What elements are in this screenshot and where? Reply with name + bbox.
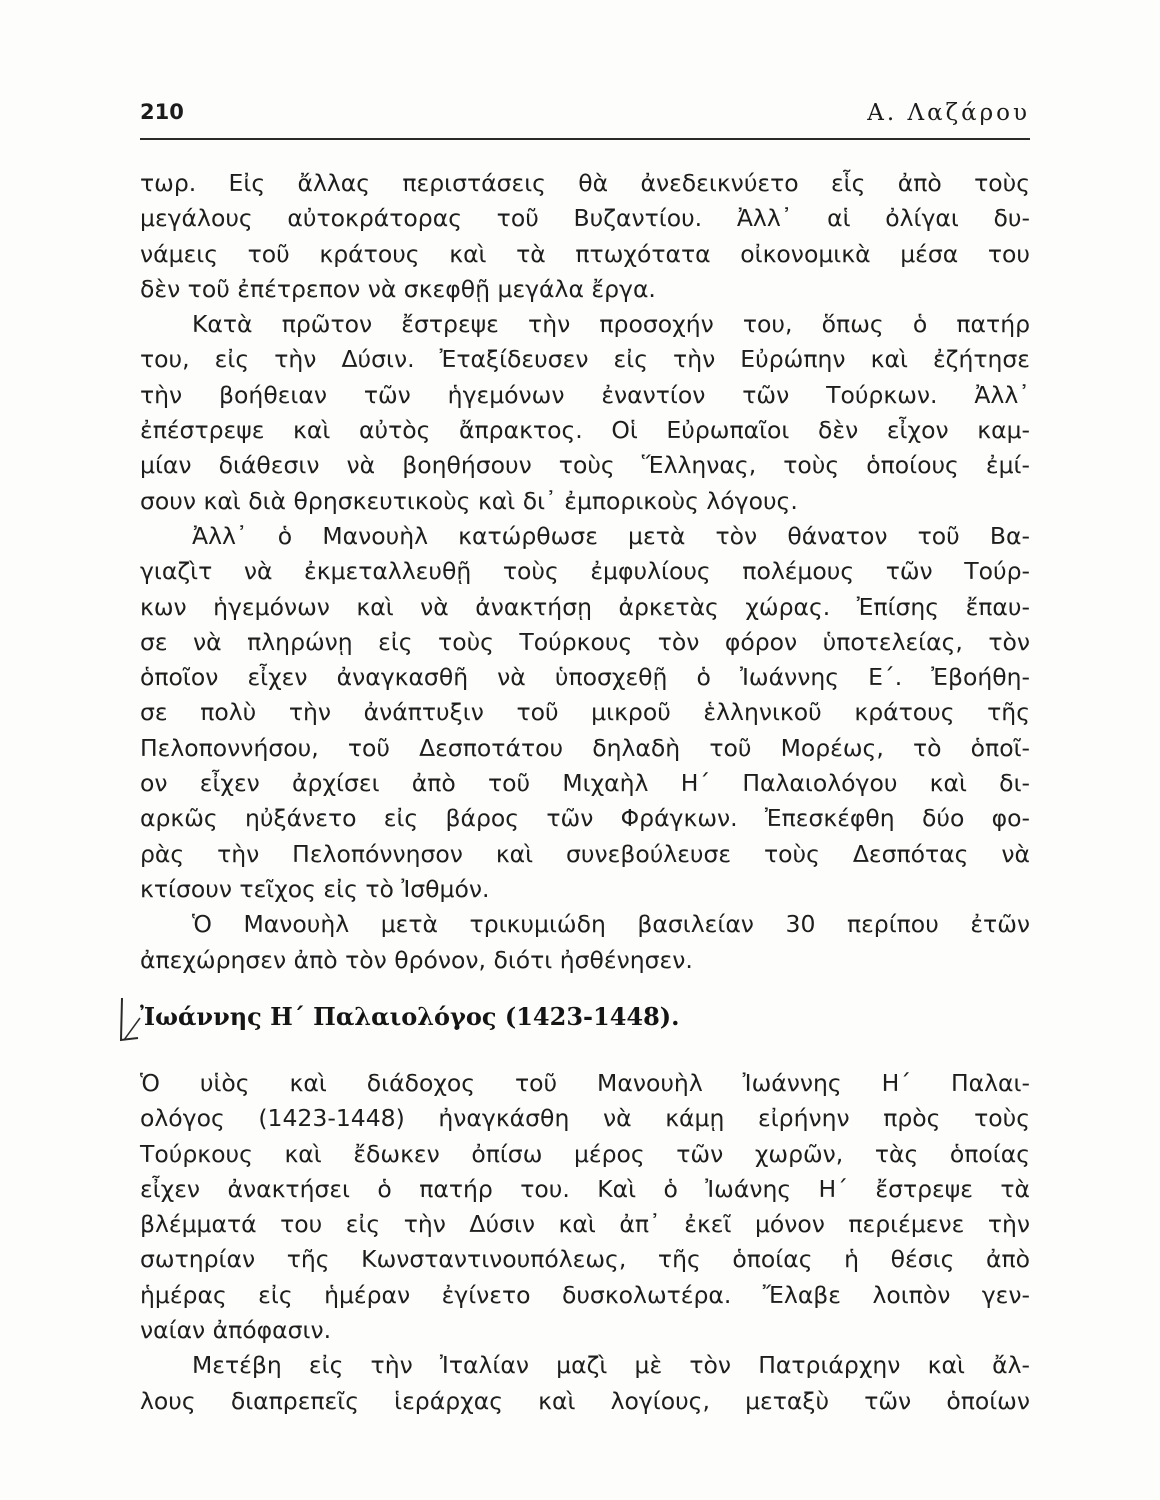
- text-line: ολόγος (1423-1448) ἠναγκάσθη νὰ κάμῃ εἰρήνην πρὸς τοὺς: [140, 1104, 1030, 1133]
- text-line: ἀπεχώρησεν ἀπὸ τὸν θρόνον, διότι ἠσθένησεν.: [140, 945, 693, 974]
- text-line: Τούρκους καὶ ἔδωκεν ὀπίσω μέρος τῶν χωρῶν, τὰς ὁποίας: [140, 1139, 1030, 1168]
- text-line: μεγάλους αὐτοκράτορας τοῦ Βυζαντίου. Ἀλλ᾽ αἱ ὀλίγαι δυ-: [140, 204, 1030, 233]
- header-rule: [140, 138, 1030, 140]
- running-head: Α. Λαζάρου: [867, 100, 1030, 126]
- text-line: Μετέβη εἰς τὴν Ἰταλίαν μαζὶ μὲ τὸν Πατριάρχην καὶ ἄλ-: [192, 1351, 1030, 1380]
- section-heading-text: Ἰωάννης Η΄ Παλαιολόγος (1423-1448).: [140, 1002, 680, 1031]
- section-2-text: [140, 1066, 1030, 1419]
- text-line: σωτηρίαν τῆς Κωνσταντινουπόλεως, τῆς ὁποίας ἡ θέσις ἀπὸ: [140, 1245, 1030, 1274]
- text-line: Ὁ Μανουὴλ μετὰ τρικυμιώδη βασιλείαν 30 περίπου ἐτῶν: [192, 910, 1030, 939]
- text-line: σε πολὺ τὴν ἀνάπτυξιν τοῦ μικροῦ ἑλληνικοῦ κράτους τῆς: [140, 698, 1030, 727]
- text-line: ἐπέστρεψε καὶ αὐτὸς ἄπρακτος. Οἱ Εὐρωπαῖοι δὲν εἶχον καμ-: [140, 416, 1030, 445]
- text-line: ον εἶχεν ἀρχίσει ἀπὸ τοῦ Μιχαὴλ Η΄ Παλαιολόγου καὶ δι-: [140, 769, 1030, 798]
- text-line: γιαζὶτ νὰ ἐκμεταλλευθῇ τοὺς ἐμφυλίους πολέμους τῶν Τούρ-: [140, 557, 1030, 586]
- text-line: νάμεις τοῦ κράτους καὶ τὰ πτωχότατα οἰκονομικὰ μέσα του: [140, 239, 1030, 268]
- text-line: σε νὰ πληρώνῃ εἰς τοὺς Τούρκους τὸν φόρον ὑποτελείας, τὸν: [140, 627, 1030, 656]
- text-line: ρὰς τὴν Πελοπόννησον καὶ συνεβούλευσε τοὺς Δεσπότας νὰ: [140, 839, 1030, 868]
- text-line: ἡμέρας εἰς ἡμέραν ἐγίνετο δυσκολωτέρα. Ἔλαβε λοιπὸν γεν-: [140, 1280, 1030, 1309]
- text-line: Ἀλλ᾽ ὁ Μανουὴλ κατώρθωσε μετὰ τὸν θάνατον τοῦ Βα-: [192, 521, 1030, 550]
- text-line: λους διαπρεπεῖς ἱεράρχας καὶ λογίους, μεταξὺ τῶν ὁποίων: [140, 1386, 1030, 1415]
- text-line: ὁποῖον εἶχεν ἀναγκασθῆ νὰ ὑποσχεθῇ ὁ Ἰωάννης Ε΄. Ἐβοήθη-: [140, 663, 1030, 692]
- text-line: εἶχεν ἀνακτήσει ὁ πατήρ του. Καὶ ὁ Ἰωάνης Η΄ ἔστρεψε τὰ: [140, 1174, 1030, 1203]
- text-line: Κατὰ πρῶτον ἔστρεψε τὴν προσοχήν του, ὅπως ὁ πατήρ: [192, 310, 1030, 339]
- text-line: ναίαν ἀπόφασιν.: [140, 1316, 332, 1345]
- text-line: κων ἡγεμόνων καὶ νὰ ἀνακτήσῃ ἀρκετὰς χώρας. Ἐπίσης ἔπαυ-: [140, 592, 1030, 621]
- text-line: μίαν διάθεσιν νὰ βοηθήσουν τοὺς Ἕλληνας, τοὺς ὁποίους ἐμί-: [140, 451, 1030, 480]
- page-number: 210: [140, 100, 184, 124]
- section-1-text: [140, 166, 1030, 978]
- text-line: βλέμματά του εἰς τὴν Δύσιν καὶ ἀπ᾽ ἐκεῖ μόνον περιέμενε τὴν: [140, 1210, 1030, 1239]
- section-heading: [118, 996, 818, 1046]
- text-line: του, εἰς τὴν Δύσιν. Ἐταξίδευσεν εἰς τὴν Εὐρώπην καὶ ἐζήτησε: [140, 345, 1030, 374]
- text-line: Πελοποννήσου, τοῦ Δεσποτάτου δηλαδὴ τοῦ Μορέως, τὸ ὁποῖ-: [140, 733, 1030, 762]
- text-line: κτίσουν τεῖχος εἰς τὸ Ἰσθμόν.: [140, 874, 490, 903]
- text-line: τὴν βοήθειαν τῶν ἡγεμόνων ἐναντίον τῶν Τούρκων. Ἀλλ᾽: [140, 380, 1030, 409]
- text-line: δὲν τοῦ ἐπέτρεπον νὰ σκεφθῇ μεγάλα ἔργα.: [140, 274, 656, 303]
- text-line: τωρ. Εἰς ἄλλας περιστάσεις θὰ ἀνεδεικνύετο εἷς ἀπὸ τοὺς: [140, 169, 1030, 197]
- page-header: [140, 100, 1030, 134]
- text-line: Ὁ υἱὸς καὶ διάδοχος τοῦ Μανουὴλ Ἰωάννης Η΄ Παλαι-: [140, 1069, 1030, 1097]
- text-line: αρκῶς ηὐξάνετο εἰς βάρος τῶν Φράγκων. Ἐπεσκέφθη δύο φο-: [140, 804, 1030, 833]
- text-line: σουν καὶ διὰ θρησκευτικοὺς καὶ δι᾽ ἐμπορικοὺς λόγους.: [140, 486, 798, 515]
